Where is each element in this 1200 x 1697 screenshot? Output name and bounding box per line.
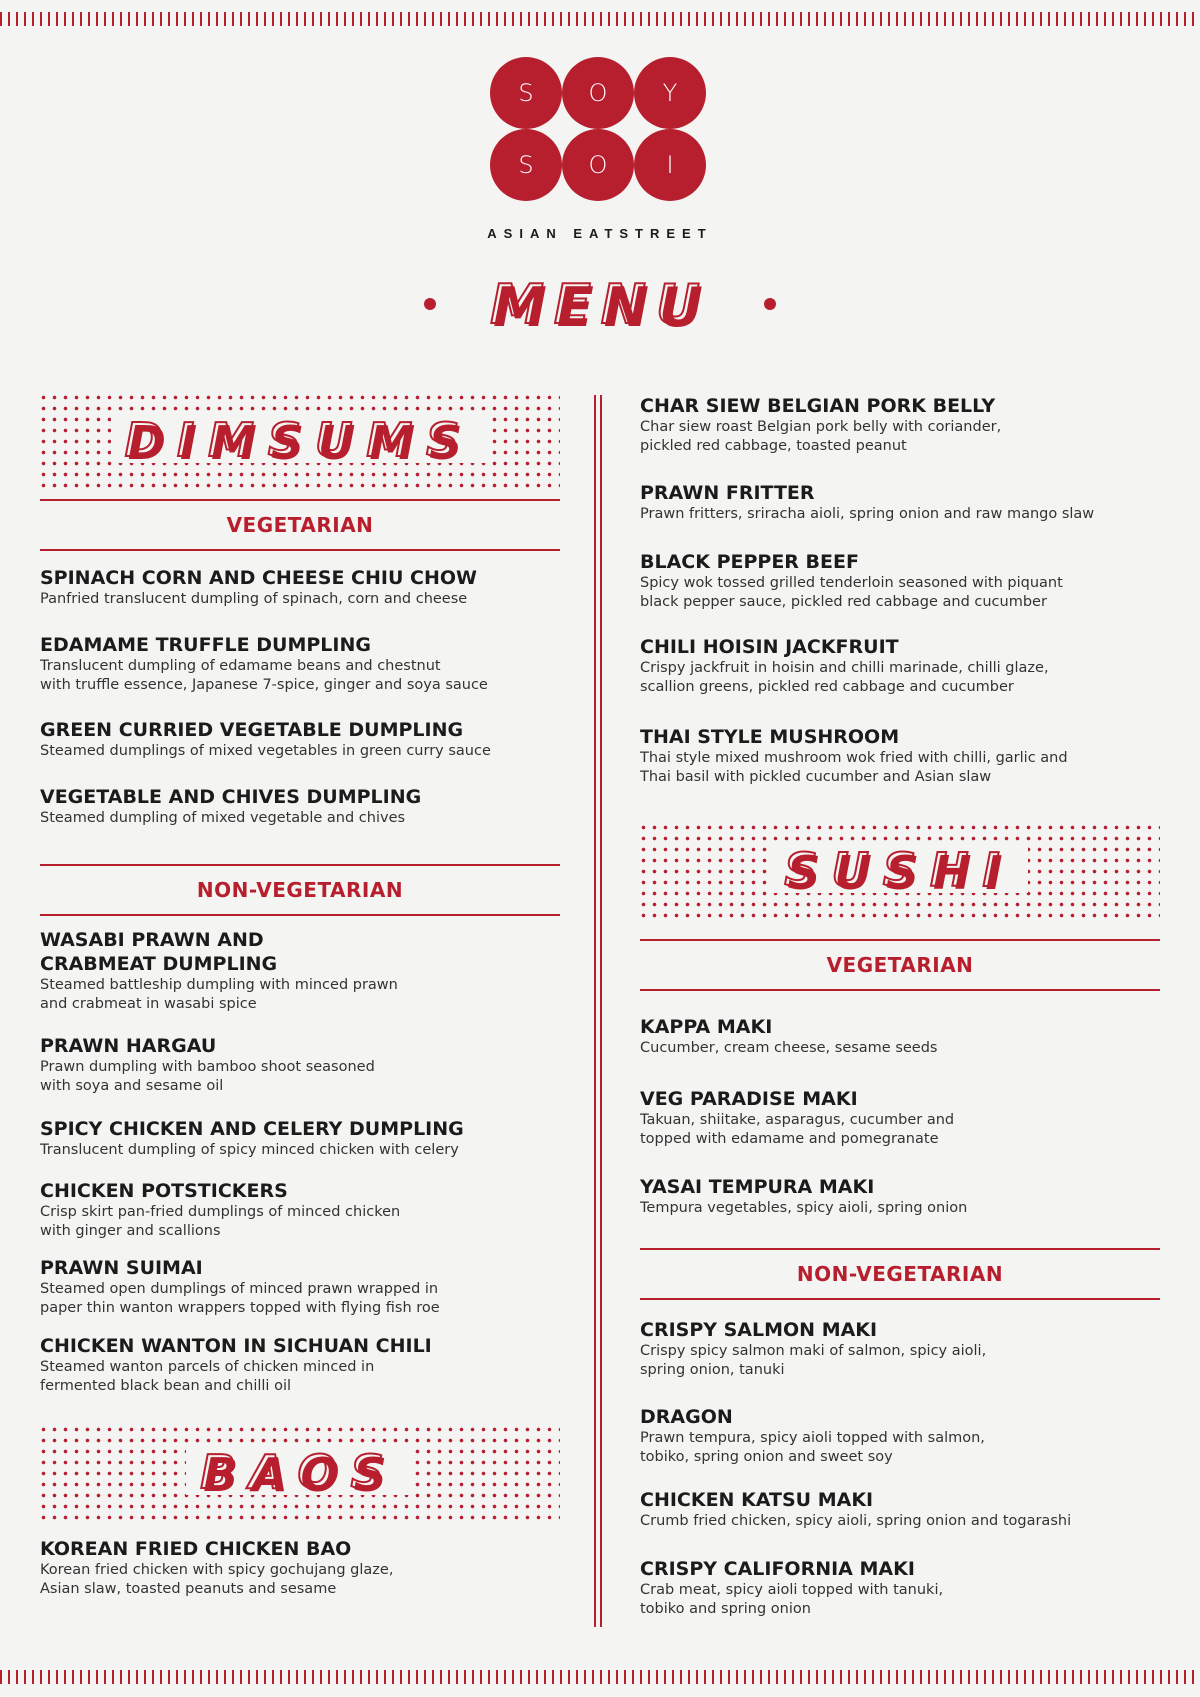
menu-item <box>640 394 1180 456</box>
menu-item <box>640 481 1180 524</box>
item-name: EDAMAME TRUFFLE DUMPLING <box>40 634 371 656</box>
menu-item <box>640 1405 1180 1467</box>
item-desc: Korean fried chicken with spicy gochujang glaze, Asian slaw, toasted peanuts and sesame <box>40 1562 394 1597</box>
menu-title-row <box>420 272 780 336</box>
title-dot-left <box>424 298 436 310</box>
item-desc: Prawn tempura, spicy aioli topped with salmon, tobiko, spring onion and sweet soy <box>640 1430 985 1465</box>
baos-banner <box>38 1424 560 1520</box>
dimsums-veg-subhead: VEGETARIAN <box>40 499 560 551</box>
menu-item <box>40 1537 560 1599</box>
tagline: ASIAN EATSTREET <box>487 226 713 241</box>
menu-item <box>40 785 560 828</box>
item-name: CRISPY CALIFORNIA MAKI <box>640 1558 915 1580</box>
item-name: PRAWN HARGAU <box>40 1035 217 1057</box>
item-desc: Crispy jackfruit in hoisin and chilli marinade, chilli glaze, scallion greens, pickled red cabbage and cucumber <box>640 660 1049 695</box>
bottom-border-ticks <box>0 1670 1200 1684</box>
item-desc: Tempura vegetables, spicy aioli, spring onion <box>640 1200 968 1216</box>
menu-item <box>640 725 1180 787</box>
menu-item <box>40 1334 560 1396</box>
item-name: PRAWN SUIMAI <box>40 1257 203 1279</box>
menu-item <box>40 1256 560 1318</box>
logo-circle: Y <box>634 57 706 129</box>
item-desc: Translucent dumpling of edamame beans and chestnut with truffle essence, Japanese 7-spice, ginger and soya sauce <box>40 658 488 693</box>
item-desc: Spicy wok tossed grilled tenderloin seasoned with piquant black pepper sauce, pickled red cabbage and cucumber <box>640 575 1063 610</box>
top-border-ticks <box>0 12 1200 26</box>
item-name: YASAI TEMPURA MAKI <box>640 1176 875 1198</box>
item-name: CRISPY SALMON MAKI <box>640 1319 878 1341</box>
item-name: KOREAN FRIED CHICKEN BAO <box>40 1538 352 1560</box>
logo-circle: O <box>562 57 634 129</box>
menu-item <box>640 1175 1180 1218</box>
item-desc: Takuan, shiitake, asparagus, cucumber and topped with edamame and pomegranate <box>640 1112 955 1147</box>
item-desc: Panfried translucent dumpling of spinach, corn and cheese <box>40 591 468 607</box>
item-desc: Steamed open dumplings of minced prawn wrapped in paper thin wanton wrappers topped with flying fish roe <box>40 1281 440 1316</box>
logo-circle: S <box>490 129 562 201</box>
logo-circle: O <box>562 129 634 201</box>
item-name: WASABI PRAWN AND CRABMEAT DUMPLING <box>40 929 278 975</box>
menu-item <box>640 635 1180 697</box>
menu-item <box>40 566 560 609</box>
item-name: SPINACH CORN AND CHEESE CHIU CHOW <box>40 567 477 589</box>
item-name: THAI STYLE MUSHROOM <box>640 726 900 748</box>
item-desc: Prawn dumpling with bamboo shoot seasoned with soya and sesame oil <box>40 1059 375 1094</box>
item-name: CHICKEN POTSTICKERS <box>40 1180 288 1202</box>
item-desc: Steamed dumpling of mixed vegetable and chives <box>40 810 406 826</box>
item-desc: Crab meat, spicy aioli topped with tanuki, tobiko and spring onion <box>640 1582 944 1617</box>
item-desc: Steamed battleship dumpling with minced prawn and crabmeat in wasabi spice <box>40 977 398 1012</box>
sushi-veg-subhead: VEGETARIAN <box>640 939 1160 991</box>
menu-item <box>40 633 560 695</box>
dimsums-banner <box>38 392 560 488</box>
item-name: VEG PARADISE MAKI <box>640 1088 858 1110</box>
menu-item <box>40 1117 560 1160</box>
item-name: CHILI HOISIN JACKFRUIT <box>640 636 899 658</box>
item-name: SPICY CHICKEN AND CELERY DUMPLING <box>40 1118 464 1140</box>
menu-item <box>640 1488 1180 1531</box>
logo-circle: S <box>490 57 562 129</box>
item-desc: Translucent dumpling of spicy minced chicken with celery <box>40 1142 459 1158</box>
item-desc: Steamed wanton parcels of chicken minced in fermented black bean and chilli oil <box>40 1359 375 1394</box>
item-name: PRAWN FRITTER <box>640 482 815 504</box>
item-desc: Cucumber, cream cheese, sesame seeds <box>640 1040 938 1056</box>
logo <box>490 57 708 203</box>
item-name: GREEN CURRIED VEGETABLE DUMPLING <box>40 719 464 741</box>
item-desc: Thai style mixed mushroom wok fried with chilli, garlic and Thai basil with pickled cucumber and Asian slaw <box>640 750 1068 785</box>
menu-item <box>640 550 1180 612</box>
item-name: KAPPA MAKI <box>640 1016 773 1038</box>
menu-item <box>640 1318 1180 1380</box>
menu-item <box>40 1034 560 1096</box>
sushi-title: SUSHI <box>770 847 1027 893</box>
baos-title: BAOS <box>186 1449 411 1495</box>
item-name: CHICKEN KATSU MAKI <box>640 1489 874 1511</box>
sushi-nonveg-subhead: NON-VEGETARIAN <box>640 1248 1160 1300</box>
item-name: BLACK PEPPER BEEF <box>640 551 859 573</box>
dimsums-title: DIMSUMS <box>111 417 487 463</box>
menu-item <box>40 1179 560 1241</box>
item-desc: Steamed dumplings of mixed vegetables in green curry sauce <box>40 743 491 759</box>
logo-circle: I <box>634 129 706 201</box>
menu-item <box>40 928 560 1014</box>
menu-item <box>640 1087 1180 1149</box>
item-desc: Char siew roast Belgian pork belly with coriander, pickled red cabbage, toasted peanut <box>640 419 1002 454</box>
menu-title: MENU <box>490 272 710 336</box>
item-desc: Crumb fried chicken, spicy aioli, spring onion and togarashi <box>640 1513 1072 1529</box>
item-name: CHICKEN WANTON IN SICHUAN CHILI <box>40 1335 432 1357</box>
menu-item <box>40 718 560 761</box>
item-desc: Crisp skirt pan-fried dumplings of minced chicken with ginger and scallions <box>40 1204 401 1239</box>
item-desc: Prawn fritters, sriracha aioli, spring onion and raw mango slaw <box>640 506 1095 522</box>
item-name: DRAGON <box>640 1406 733 1428</box>
item-name: CHAR SIEW BELGIAN PORK BELLY <box>640 395 996 417</box>
menu-item <box>640 1557 1180 1619</box>
menu-item <box>640 1015 1180 1058</box>
item-desc: Crispy spicy salmon maki of salmon, spicy aioli, spring onion, tanuki <box>640 1343 987 1378</box>
sushi-banner <box>638 822 1160 918</box>
item-name: VEGETABLE AND CHIVES DUMPLING <box>40 786 422 808</box>
dimsums-nonveg-subhead: NON-VEGETARIAN <box>40 864 560 916</box>
title-dot-right <box>764 298 776 310</box>
column-divider <box>594 395 602 1627</box>
